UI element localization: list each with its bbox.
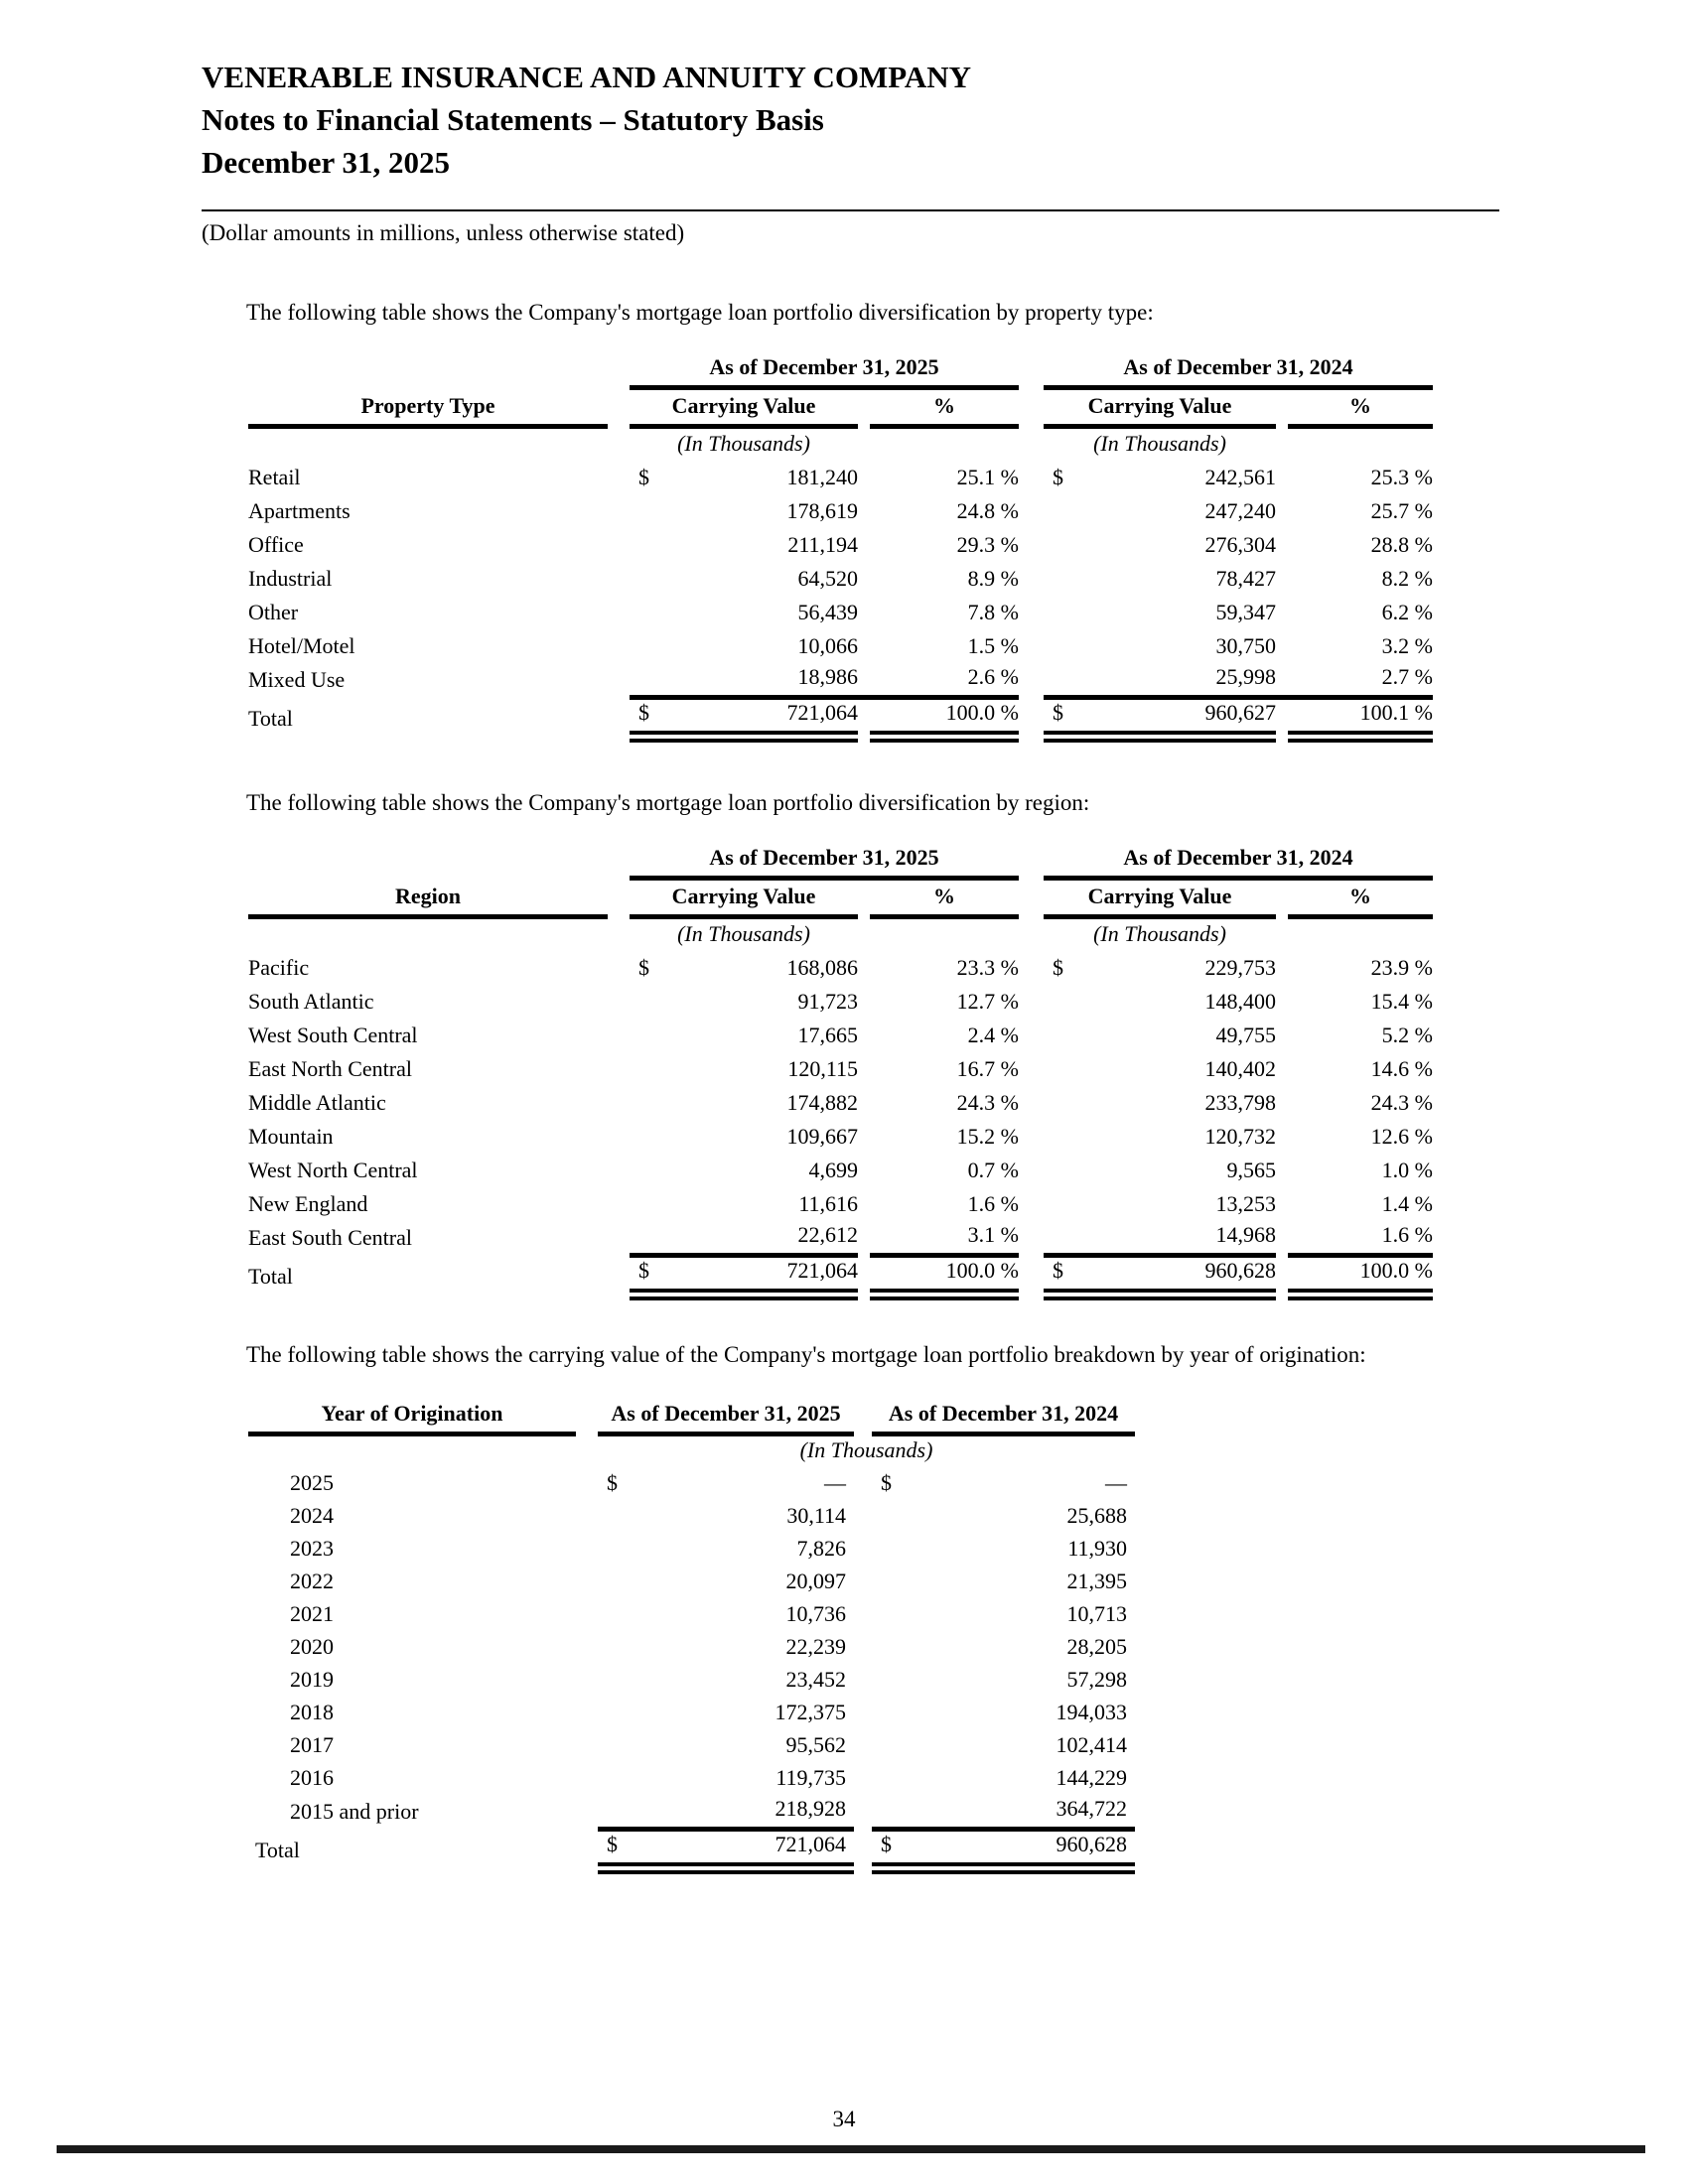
carrying-value-cell-2025 — [630, 1121, 858, 1155]
property-table-intro: The following table shows the Company's mortgage loan portfolio diversification by property type: — [246, 300, 1154, 325]
carrying-value-2025: 172,375 — [774, 1700, 846, 1724]
percent-cell-2024: 5.2 % — [1381, 1022, 1433, 1047]
total-percent-cell-2025: 100.0 % — [870, 698, 1019, 738]
carrying-value-2024: 148,400 — [1204, 988, 1276, 1014]
row-label: 2022 — [290, 1569, 334, 1593]
percent-header-2025: % — [870, 879, 1019, 917]
percent-cell-2024: 2.7 % — [1381, 664, 1433, 689]
carrying-value-2024: 28,205 — [1066, 1634, 1127, 1659]
carrying-value-2024: 194,033 — [1055, 1700, 1127, 1724]
carrying-value-cell-2024 — [1044, 986, 1276, 1020]
table-row — [248, 563, 1433, 597]
carrying-value-cell-2024 — [1044, 1121, 1276, 1155]
period-header-2025: As of December 31, 2025 — [630, 354, 1019, 388]
carrying-value-2024: 13,253 — [1215, 1190, 1276, 1216]
percent-cell-2024: 1.6 % — [1381, 1222, 1433, 1247]
table-row — [248, 1087, 1433, 1121]
dollar-sign: $ — [638, 464, 649, 489]
table-row — [248, 1763, 1135, 1796]
percent-header-2024: % — [1288, 388, 1433, 427]
percent-cell-2024: 23.9 % — [1370, 954, 1433, 980]
carrying-value-2024: — — [1105, 1470, 1127, 1495]
carrying-value-2025: 95,562 — [785, 1732, 846, 1757]
carrying-value-2025: 168,086 — [786, 954, 858, 980]
carrying-value-2025: 4,699 — [808, 1157, 858, 1182]
percent-cell-2025: 23.3 % — [956, 954, 1019, 980]
carrying-value-cell-2024 — [1044, 462, 1276, 495]
carrying-value-cell-2024 — [872, 1599, 1135, 1632]
percent-cell-2025: 8.9 % — [967, 565, 1019, 591]
percent-cell-2024: 25.7 % — [1370, 497, 1433, 523]
total-row — [248, 1830, 1135, 1869]
total-carrying-value-2024: 960,628 — [1055, 1832, 1127, 1856]
row-label: Other — [248, 599, 299, 624]
carrying-value-2024: 364,722 — [1055, 1796, 1127, 1821]
origination-table-intro: The following table shows the carrying value of the Company's mortgage loan portfolio breakdown by year of origination: — [246, 1342, 1366, 1367]
row-label: 2025 — [290, 1470, 334, 1495]
company-name: VENERABLE INSURANCE AND ANNUITY COMPANY — [202, 60, 972, 94]
carrying-value-2024: 49,755 — [1215, 1022, 1276, 1047]
carrying-value-2025: 10,066 — [797, 632, 858, 658]
total-carrying-value-cell-2024 — [872, 1830, 1135, 1869]
carrying-value-2024: 14,968 — [1215, 1222, 1276, 1247]
carrying-value-cell-2024 — [872, 1567, 1135, 1599]
carrying-value-2024: 120,732 — [1204, 1123, 1276, 1149]
row-label: 2015 and prior — [290, 1798, 419, 1824]
table-row — [248, 664, 1433, 698]
table-row — [248, 597, 1433, 630]
label-column-header: Region — [248, 879, 608, 917]
label-column-header: Property Type — [248, 388, 608, 427]
carrying-value-cell-2024 — [1044, 1020, 1276, 1053]
carrying-value-cell-2024 — [872, 1501, 1135, 1534]
carrying-value-2025: 56,439 — [797, 599, 858, 624]
carrying-value-cell-2025 — [630, 1053, 858, 1087]
percent-cell-2025: 12.7 % — [956, 988, 1019, 1014]
total-percent-cell-2024: 100.1 % — [1288, 698, 1433, 738]
carrying-value-header-2024: Carrying Value — [1044, 388, 1276, 427]
carrying-value-2025: 181,240 — [786, 464, 858, 489]
carrying-value-cell-2024 — [872, 1534, 1135, 1567]
table-row — [248, 1567, 1135, 1599]
row-label: 2017 — [290, 1732, 334, 1757]
carrying-value-cell-2025 — [630, 952, 858, 986]
percent-cell-2025: 15.2 % — [956, 1123, 1019, 1149]
carrying-value-2024: 25,998 — [1215, 664, 1276, 689]
total-carrying-value-2025: 721,064 — [786, 1258, 858, 1283]
row-label: Apartments — [248, 497, 351, 523]
carrying-value-cell-2025 — [598, 1567, 854, 1599]
dollar-sign: $ — [881, 1832, 892, 1856]
carrying-value-2024: 247,240 — [1204, 497, 1276, 523]
dollar-sign: $ — [881, 1470, 892, 1495]
total-carrying-value-cell-2025 — [598, 1830, 854, 1869]
carrying-value-cell-2025 — [630, 1188, 858, 1222]
carrying-value-header-2024: Carrying Value — [1044, 879, 1276, 917]
table-row — [248, 630, 1433, 664]
percent-cell-2025: 24.8 % — [956, 497, 1019, 523]
carrying-value-2024: 78,427 — [1215, 565, 1276, 591]
table-row — [248, 529, 1433, 563]
percent-cell-2024: 25.3 % — [1370, 464, 1433, 489]
percent-cell-2024: 24.3 % — [1370, 1089, 1433, 1115]
carrying-value-header-2025: Carrying Value — [630, 388, 858, 427]
document-header — [202, 56, 1688, 184]
table-row — [248, 986, 1433, 1020]
row-label: East South Central — [248, 1224, 412, 1250]
total-label: Total — [255, 1838, 300, 1862]
carrying-value-header-2025: Carrying Value — [630, 879, 858, 917]
dollar-sign: $ — [1053, 700, 1063, 725]
carrying-value-2024: 140,402 — [1204, 1055, 1276, 1081]
table-row — [248, 1796, 1135, 1830]
carrying-value-cell-2025 — [598, 1730, 854, 1763]
carrying-value-2024: 30,750 — [1215, 632, 1276, 658]
units-row — [248, 1433, 1135, 1468]
carrying-value-cell-2024 — [1044, 630, 1276, 664]
carrying-value-cell-2025 — [630, 630, 858, 664]
total-carrying-value-cell-2024 — [1044, 1256, 1276, 1296]
units-note-2024: (In Thousands) — [1093, 920, 1226, 946]
total-percent-cell-2024: 100.0 % — [1288, 1256, 1433, 1296]
carrying-value-cell-2024 — [1044, 495, 1276, 529]
dollar-sign: $ — [1053, 464, 1063, 489]
total-label: Total — [248, 706, 293, 731]
row-label: Retail — [248, 464, 301, 489]
percent-cell-2025: 3.1 % — [967, 1222, 1019, 1247]
carrying-value-cell-2025 — [598, 1632, 854, 1665]
carrying-value-2024: 276,304 — [1204, 531, 1276, 557]
carrying-value-cell-2025 — [630, 1020, 858, 1053]
carrying-value-cell-2024 — [1044, 529, 1276, 563]
carrying-value-cell-2024 — [872, 1763, 1135, 1796]
total-carrying-value-cell-2025 — [630, 698, 858, 738]
units-row — [248, 917, 1433, 952]
row-label: Hotel/Motel — [248, 632, 355, 658]
carrying-value-2024: 233,798 — [1204, 1089, 1276, 1115]
row-label: 2019 — [290, 1667, 334, 1692]
carrying-value-2025: 11,616 — [798, 1190, 858, 1216]
carrying-value-cell-2024 — [1044, 1188, 1276, 1222]
percent-cell-2025: 2.6 % — [967, 664, 1019, 689]
carrying-value-2025: — — [824, 1470, 846, 1495]
carrying-value-cell-2025 — [630, 462, 858, 495]
dollar-sign: $ — [1053, 954, 1063, 980]
carrying-value-cell-2024 — [1044, 1087, 1276, 1121]
column-header-row — [248, 388, 1433, 427]
carrying-value-cell-2025 — [598, 1665, 854, 1698]
header-rule — [202, 209, 1499, 211]
percent-cell-2024: 6.2 % — [1381, 599, 1433, 624]
table-row — [248, 1020, 1433, 1053]
total-label: Total — [248, 1264, 293, 1289]
carrying-value-2024: 21,395 — [1066, 1569, 1127, 1593]
row-label: Pacific — [248, 954, 310, 980]
carrying-value-cell-2025 — [598, 1534, 854, 1567]
carrying-value-2024: 9,565 — [1226, 1157, 1276, 1182]
table-row — [248, 1053, 1433, 1087]
percent-cell-2024: 1.4 % — [1381, 1190, 1433, 1216]
carrying-value-2024: 57,298 — [1066, 1667, 1127, 1692]
page-number: 34 — [832, 2107, 856, 2131]
carrying-value-cell-2024 — [872, 1468, 1135, 1501]
label-column-header: Year of Origination — [248, 1395, 576, 1433]
carrying-value-cell-2025 — [598, 1698, 854, 1730]
percent-cell-2024: 15.4 % — [1370, 988, 1433, 1014]
percent-cell-2025: 16.7 % — [956, 1055, 1019, 1081]
carrying-value-2024: 25,688 — [1066, 1503, 1127, 1528]
total-percent-cell-2025: 100.0 % — [870, 1256, 1019, 1296]
carrying-value-cell-2024 — [872, 1632, 1135, 1665]
carrying-value-2025: 7,826 — [796, 1536, 846, 1561]
row-label: New England — [248, 1190, 368, 1216]
table-row — [248, 1121, 1433, 1155]
row-label: Mountain — [248, 1123, 334, 1149]
row-label: West South Central — [248, 1022, 418, 1047]
table-row — [248, 1698, 1135, 1730]
carrying-value-cell-2025 — [630, 529, 858, 563]
row-label: East North Central — [248, 1055, 412, 1081]
carrying-value-cell-2024 — [1044, 563, 1276, 597]
dollar-sign: $ — [638, 954, 649, 980]
carrying-value-cell-2025 — [598, 1468, 854, 1501]
units-row — [248, 427, 1433, 462]
carrying-value-2025: 211,194 — [787, 531, 858, 557]
table-row — [248, 1155, 1433, 1188]
percent-cell-2024: 28.8 % — [1370, 531, 1433, 557]
carrying-value-cell-2025 — [630, 986, 858, 1020]
percent-cell-2025: 2.4 % — [967, 1022, 1019, 1047]
carrying-value-cell-2025 — [630, 1087, 858, 1121]
carrying-value-cell-2025 — [630, 1222, 858, 1256]
percent-cell-2024: 12.6 % — [1370, 1123, 1433, 1149]
document-title: Notes to Financial Statements – Statutory Basis — [202, 102, 824, 137]
period-header-2024: As of December 31, 2024 — [872, 1395, 1135, 1433]
row-label: 2023 — [290, 1536, 334, 1561]
percent-cell-2025: 25.1 % — [956, 464, 1019, 489]
total-row — [248, 1256, 1433, 1296]
dollar-sign: $ — [1053, 1258, 1063, 1283]
footer-rule — [57, 2145, 1645, 2153]
table-row — [248, 462, 1433, 495]
row-label: 2024 — [290, 1503, 334, 1528]
carrying-value-cell-2025 — [598, 1599, 854, 1632]
period-header-2024: As of December 31, 2024 — [1044, 845, 1433, 879]
percent-cell-2024: 8.2 % — [1381, 565, 1433, 591]
units-note-2024: (In Thousands) — [1093, 430, 1226, 456]
percent-cell-2025: 1.5 % — [967, 632, 1019, 658]
carrying-value-2025: 22,612 — [797, 1222, 858, 1247]
units-note: (In Thousands) — [799, 1437, 933, 1462]
total-carrying-value-2024: 960,627 — [1204, 700, 1276, 725]
row-label: 2016 — [290, 1765, 334, 1790]
carrying-value-cell-2025 — [630, 495, 858, 529]
carrying-value-cell-2024 — [872, 1698, 1135, 1730]
percent-cell-2025: 0.7 % — [967, 1157, 1019, 1182]
percent-header-2025: % — [870, 388, 1019, 427]
carrying-value-2024: 229,753 — [1204, 954, 1276, 980]
carrying-value-2024: 102,414 — [1055, 1732, 1127, 1757]
document-date: December 31, 2025 — [202, 145, 450, 180]
carrying-value-cell-2024 — [1044, 1053, 1276, 1087]
region-table — [248, 845, 1433, 1300]
percent-cell-2024: 1.0 % — [1381, 1157, 1433, 1182]
carrying-value-2024: 144,229 — [1055, 1765, 1127, 1790]
carrying-value-cell-2025 — [630, 664, 858, 698]
row-label: South Atlantic — [248, 988, 374, 1014]
carrying-value-cell-2024 — [872, 1665, 1135, 1698]
row-label: Mixed Use — [248, 666, 346, 692]
carrying-value-cell-2024 — [1044, 1155, 1276, 1188]
total-carrying-value-cell-2025 — [630, 1256, 858, 1296]
carrying-value-2025: 91,723 — [797, 988, 858, 1014]
percent-cell-2025: 1.6 % — [967, 1190, 1019, 1216]
row-label: 2021 — [290, 1601, 334, 1626]
carrying-value-2025: 10,736 — [785, 1601, 846, 1626]
table-row — [248, 1501, 1135, 1534]
carrying-value-2025: 64,520 — [797, 565, 858, 591]
percent-cell-2025: 7.8 % — [967, 599, 1019, 624]
carrying-value-2024: 59,347 — [1215, 599, 1276, 624]
table-row — [248, 952, 1433, 986]
property-type-table — [248, 354, 1433, 743]
period-header-row — [248, 354, 1433, 388]
total-carrying-value-2024: 960,628 — [1204, 1258, 1276, 1283]
table-row — [248, 1632, 1135, 1665]
carrying-value-cell-2025 — [598, 1796, 854, 1830]
table-row — [248, 1665, 1135, 1698]
total-carrying-value-2025: 721,064 — [774, 1832, 846, 1856]
column-header-row — [248, 1395, 1135, 1433]
table-row — [248, 1222, 1433, 1256]
dollar-sign: $ — [638, 700, 649, 725]
percent-header-2024: % — [1288, 879, 1433, 917]
carrying-value-2025: 17,665 — [797, 1022, 858, 1047]
amounts-note: (Dollar amounts in millions, unless otherwise stated) — [202, 220, 685, 245]
table-row — [248, 1730, 1135, 1763]
carrying-value-2024: 10,713 — [1066, 1601, 1127, 1626]
period-header-2025: As of December 31, 2025 — [598, 1395, 854, 1433]
percent-cell-2024: 14.6 % — [1370, 1055, 1433, 1081]
table-row — [248, 1599, 1135, 1632]
percent-cell-2025: 29.3 % — [956, 531, 1019, 557]
carrying-value-2025: 178,619 — [786, 497, 858, 523]
total-row — [248, 698, 1433, 738]
table-row — [248, 1468, 1135, 1501]
dollar-sign: $ — [638, 1258, 649, 1283]
total-carrying-value-cell-2024 — [1044, 698, 1276, 738]
total-carrying-value-2025: 721,064 — [786, 700, 858, 725]
row-label: Middle Atlantic — [248, 1089, 386, 1115]
carrying-value-2025: 18,986 — [797, 664, 858, 689]
carrying-value-2025: 23,452 — [785, 1667, 846, 1692]
carrying-value-2024: 242,561 — [1204, 464, 1276, 489]
table-row — [248, 495, 1433, 529]
row-label: 2018 — [290, 1700, 334, 1724]
carrying-value-2024: 11,930 — [1067, 1536, 1127, 1561]
carrying-value-2025: 218,928 — [774, 1796, 846, 1821]
carrying-value-2025: 109,667 — [786, 1123, 858, 1149]
units-note-2025: (In Thousands) — [677, 920, 810, 946]
table-row — [248, 1534, 1135, 1567]
carrying-value-cell-2025 — [598, 1763, 854, 1796]
carrying-value-2025: 20,097 — [785, 1569, 846, 1593]
carrying-value-2025: 174,882 — [786, 1089, 858, 1115]
origination-table — [248, 1395, 1135, 1874]
carrying-value-2025: 22,239 — [785, 1634, 846, 1659]
carrying-value-2025: 30,114 — [786, 1503, 846, 1528]
percent-cell-2024: 3.2 % — [1381, 632, 1433, 658]
carrying-value-cell-2024 — [1044, 952, 1276, 986]
region-table-intro: The following table shows the Company's mortgage loan portfolio diversification by region: — [246, 790, 1090, 815]
carrying-value-cell-2024 — [872, 1796, 1135, 1830]
period-header-2024: As of December 31, 2024 — [1044, 354, 1433, 388]
carrying-value-2025: 120,115 — [787, 1055, 858, 1081]
units-note-2025: (In Thousands) — [677, 430, 810, 456]
row-label: West North Central — [248, 1157, 418, 1182]
carrying-value-2025: 119,735 — [775, 1765, 846, 1790]
dollar-sign: $ — [607, 1832, 618, 1856]
period-header-row — [248, 845, 1433, 879]
column-header-row — [248, 879, 1433, 917]
carrying-value-cell-2025 — [598, 1501, 854, 1534]
carrying-value-cell-2025 — [630, 597, 858, 630]
dollar-sign: $ — [607, 1470, 618, 1495]
carrying-value-cell-2025 — [630, 1155, 858, 1188]
row-label: Industrial — [248, 565, 333, 591]
period-header-2025: As of December 31, 2025 — [630, 845, 1019, 879]
carrying-value-cell-2025 — [630, 563, 858, 597]
row-label: 2020 — [290, 1634, 334, 1659]
carrying-value-cell-2024 — [872, 1730, 1135, 1763]
carrying-value-cell-2024 — [1044, 597, 1276, 630]
percent-cell-2025: 24.3 % — [956, 1089, 1019, 1115]
carrying-value-cell-2024 — [1044, 664, 1276, 698]
row-label: Office — [248, 531, 304, 557]
table-row — [248, 1188, 1433, 1222]
carrying-value-cell-2024 — [1044, 1222, 1276, 1256]
